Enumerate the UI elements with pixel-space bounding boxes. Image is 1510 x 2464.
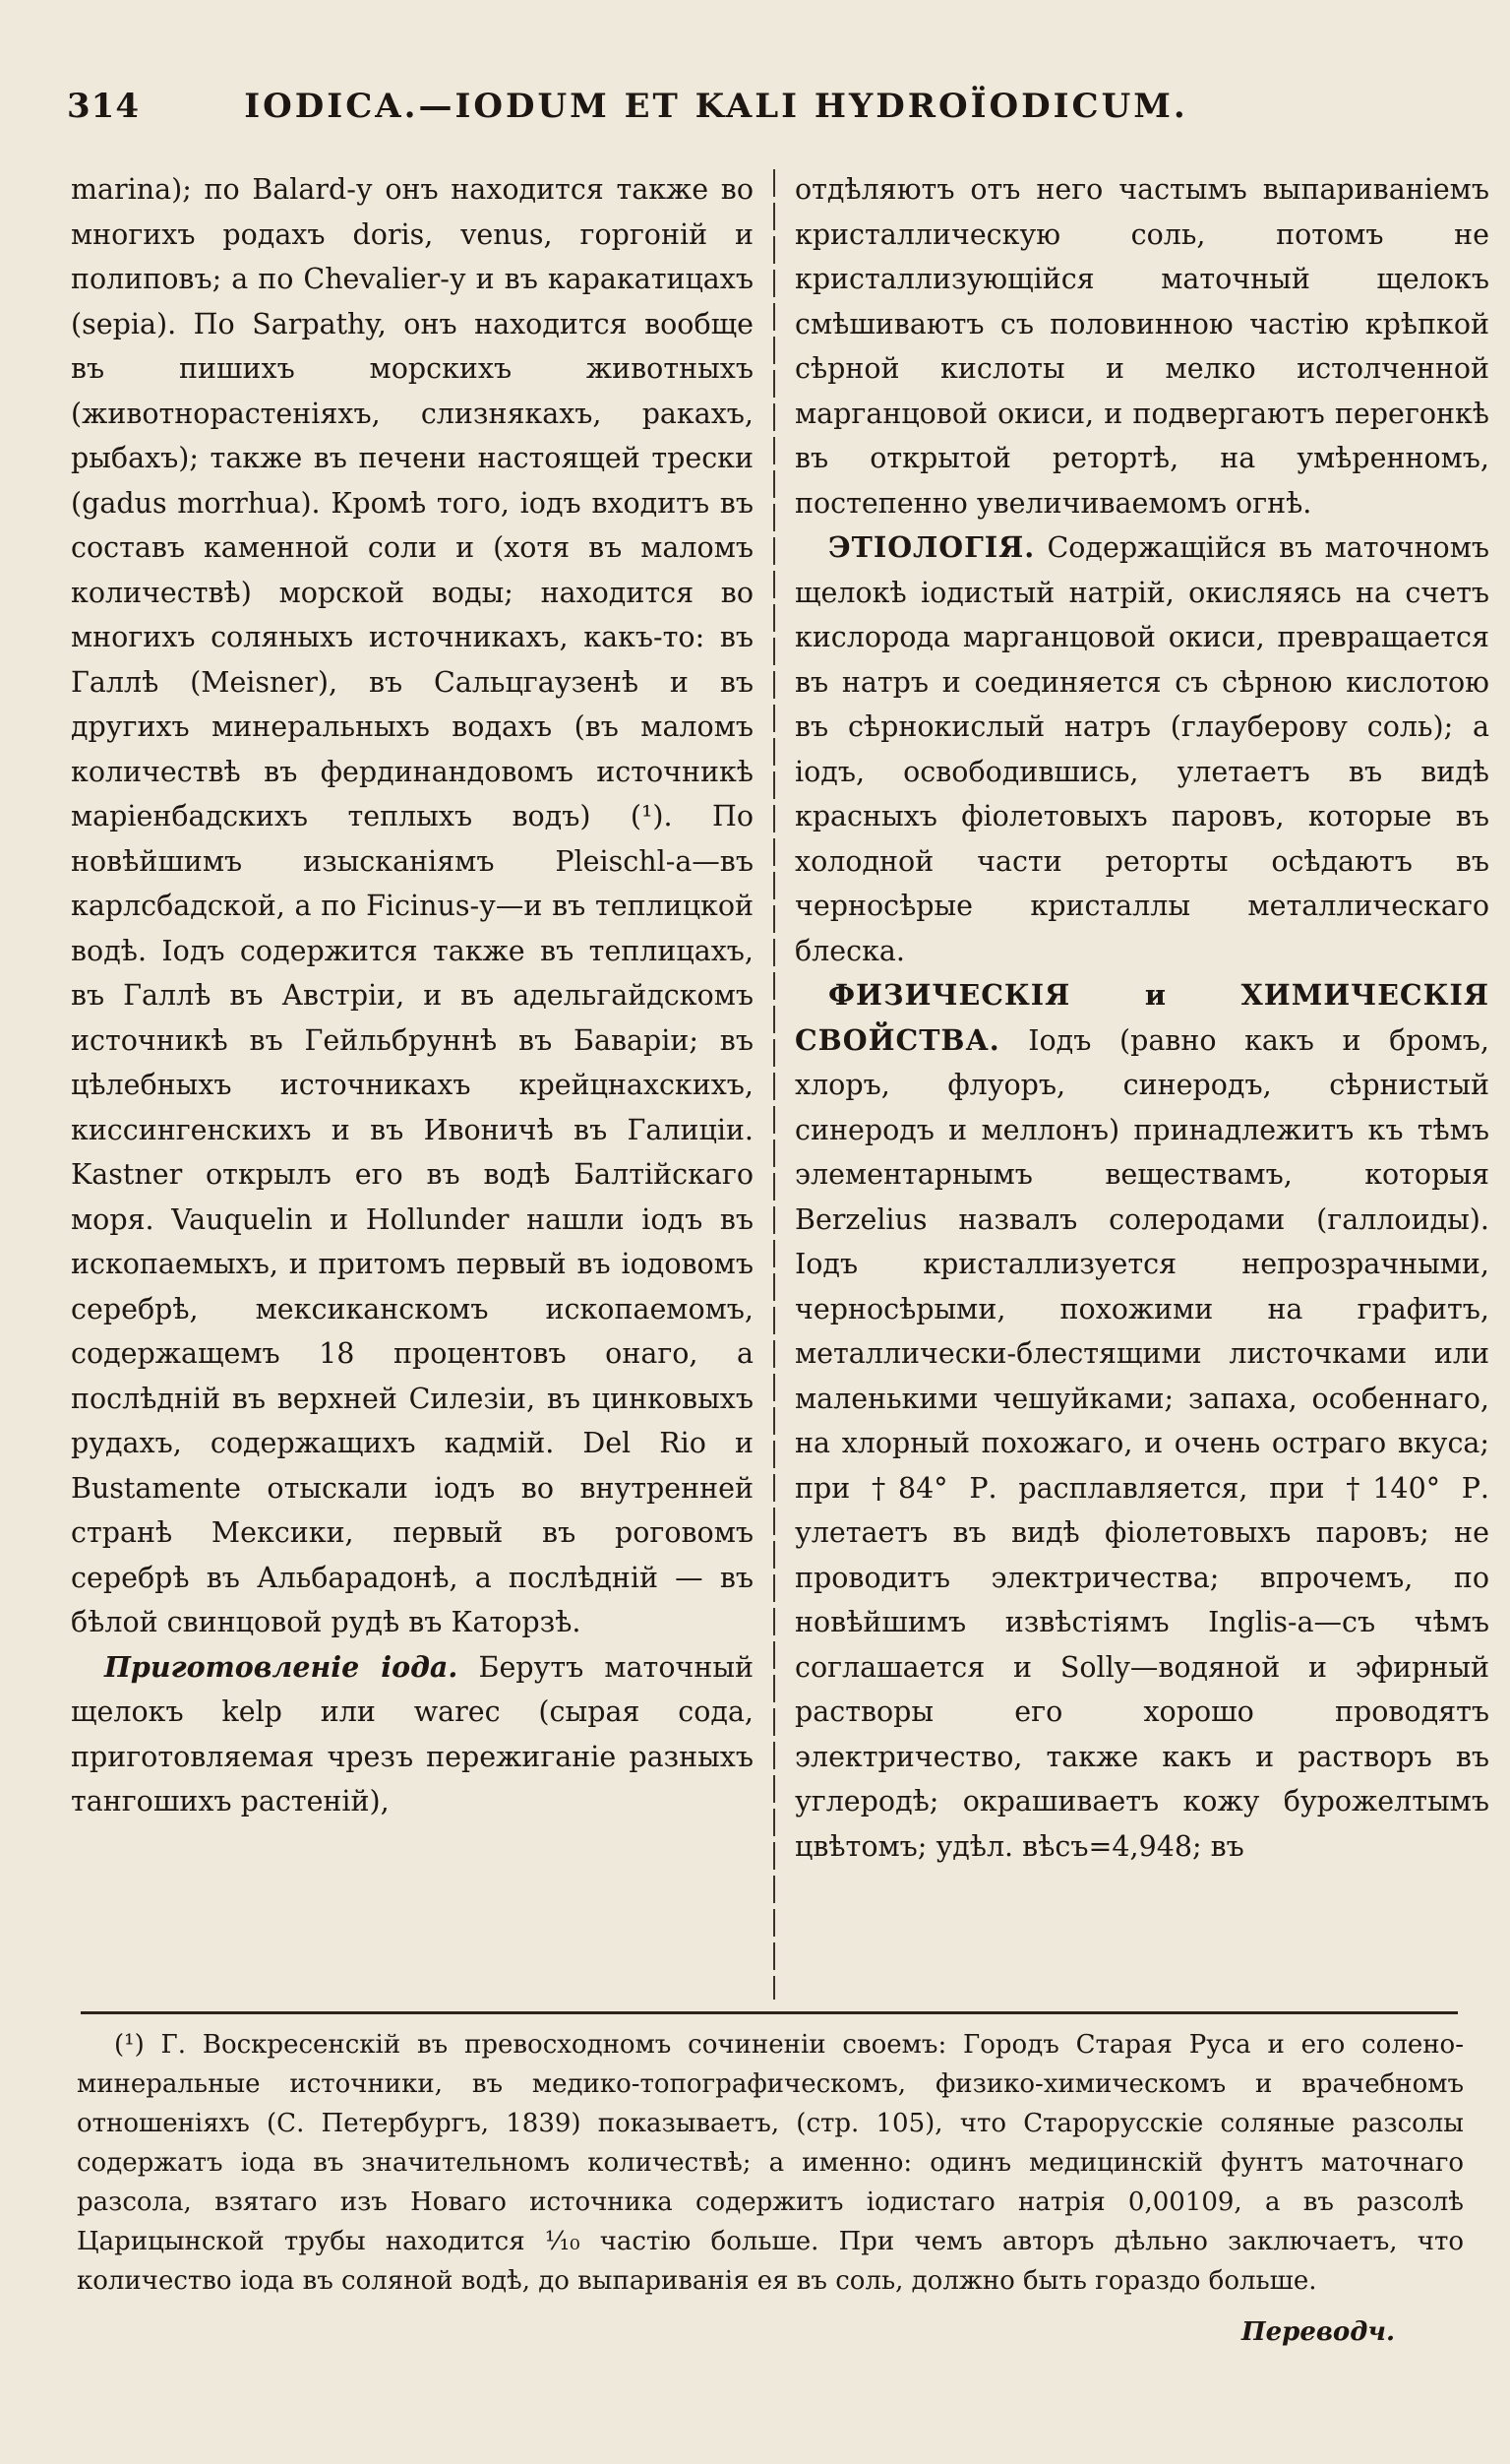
footnote-text: (¹) Г. Воскресенскій въ превосходномъ сочиненіи своемъ: Городъ Старая Руса и его солено-минеральные источники, въ медико-топографическомъ, физико-химическомъ и врачебномъ отношеніяхъ (С. Петербургъ, 1839) показываетъ, (стр. 105), что Старорусскіе соляные разсолы содержатъ іода въ значительномъ количествѣ; а именно: одинъ медицинскій фунтъ маточнаго разсола, взятаго изъ Новаго источника содержитъ іодистаго натрія 0,00109, а въ разсолѣ Царицынской трубы находится ¹⁄₁₀ частію больше. При чемъ авторъ дѣльно заключаетъ, что количество іода въ соляной водѣ, до выпариванія ея въ соль, должно быть гораздо больше. (77, 2030, 1464, 2296)
running-head (67, 87, 1365, 136)
paragraph (795, 973, 1489, 1869)
right-column (795, 167, 1489, 2007)
left-column (71, 167, 754, 2007)
section-heading: ЭТІОЛОГІЯ. (828, 530, 1036, 564)
page-number: 314 (67, 87, 140, 126)
paragraph: отдѣляютъ отъ него частымъ выпариваніемъ кристаллическую соль, потомъ не кристаллизующійся маточный щелокъ смѣшиваютъ съ половинною частію крѣпкой сѣрной кислоты и мелко истолченной марганцовой окиси, и подвергаютъ перегонкѣ въ открытой ретортѣ, на умѣренномъ, постепенно увеличиваемомъ огнѣ. (795, 173, 1489, 520)
footnote-rule (81, 2011, 1458, 2014)
paragraph-text: Берутъ маточный щелокъ kelp или warec (сырая сода, приготовляемая чрезъ пережиганіе разныхъ тангошихъ растеній), (71, 1650, 754, 1817)
paragraph-text: Содержащійся въ маточномъ щелокѣ іодистый натрій, окисляясь на счетъ кислорода марганцовой окиси, превращается въ натръ и соединяется съ сѣрною кислотою въ сѣрнокислый натръ (глауберову соль); а іодъ, освободившись, улетаетъ въ видѣ красныхъ фіолетовыхъ паровъ, которые въ холодной части реторты осѣдаютъ въ черносѣрые кристаллы металлическаго блеска. (795, 531, 1489, 967)
paragraph (795, 525, 1489, 973)
column-divider (773, 169, 775, 2000)
section-heading: ФИЗИЧЕСКІЯ и ХИМИЧЕСКІЯ СВОЙСТВА. (795, 978, 1489, 1057)
page-title: IODICA.—IODUM ET KALI HYDROÏODICUM. (244, 87, 1188, 126)
translator-signature: Переводч. (1241, 2317, 1395, 2347)
paragraph: marina); по Balard-у онъ находится также во многихъ родахъ doris, venus, горгоній и полиповъ; а по Chevalier-у и въ каракатицахъ (sepia). По Sarpathy, онъ находится вообще въ пишихъ морскихъ животныхъ (животнорастеніяхъ, слизнякахъ, ракахъ, рыбахъ); также въ печени настоящей трески (gadus morrhua). Кромѣ того, іодъ входитъ въ составъ каменной соли и (хотя въ маломъ количествѣ) морской воды; находится во многихъ соляныхъ источникахъ, какъ-то: въ Галлѣ (Meisner), въ Сальцгаузенѣ и въ другихъ минеральныхъ водахъ (въ маломъ количествѣ въ фердинандовомъ источникѣ маріенбадскихъ теплыхъ водъ) (¹). По новѣйшимъ изысканіямъ Pleischl-а—въ карлсбадской, а по Ficinus-у—и въ теплицкой водѣ. Іодъ содержится также въ теплицахъ, въ Галлѣ въ Австріи, и въ адельгайдскомъ источникѣ въ Гейльбруннѣ въ Баваріи; въ цѣлебныхъ источникахъ крейцнахскихъ, киссингенскихъ и въ Ивоничѣ въ Галиціи. Kastner открылъ его въ водѣ Балтійскаго моря. Vauquelin и Hollunder нашли іодъ въ ископаемыхъ, и притомъ первый въ іодовомъ серебрѣ, мексиканскомъ ископаемомъ, содержащемъ 18 процентовъ онаго, а послѣдній въ верхней Силезіи, въ цинковыхъ рудахъ, содержащихъ кадмій. Del Rio и Bustamente отыскали іодъ во внутренней странѣ Мексики, первый въ роговомъ серебрѣ въ Альбарадонѣ, а послѣдній — въ бѣлой свинцовой рудѣ въ Каторзѣ. (71, 173, 754, 1638)
footnote (77, 2025, 1464, 2419)
paragraph (71, 1645, 754, 1824)
paragraph-text: Іодъ (равно какъ и бромъ, хлоръ, флуоръ, синеродъ, сѣрнистый синеродъ и меллонъ) принадлежитъ къ тѣмъ элементарнымъ веществамъ, которыя Berzelius назвалъ солеродами (галлоиды). Іодъ кристаллизуется непрозрачными, черносѣрыми, похожими на графитъ, металлически-блестящими листочками или маленькими чешуйками; запаха, особеннаго, на хлорный похожаго, и очень остраго вкуса; при †84° Р. расплавляется, при †140° Р. улетаетъ въ видѣ фіолетовыхъ паровъ; не проводитъ электричества; впрочемъ, по новѣйшимъ извѣстіямъ Inglis-а—съ чѣмъ соглашается и Solly—водяной и эфирный растворы его хорошо проводятъ электричество, также какъ и растворъ въ углеродѣ; окрашиваетъ кожу бурожелтымъ цвѣтомъ; удѣл. вѣсъ=4,948; въ (795, 1023, 1489, 1863)
section-heading: Приготовленіе іода. (104, 1649, 458, 1684)
